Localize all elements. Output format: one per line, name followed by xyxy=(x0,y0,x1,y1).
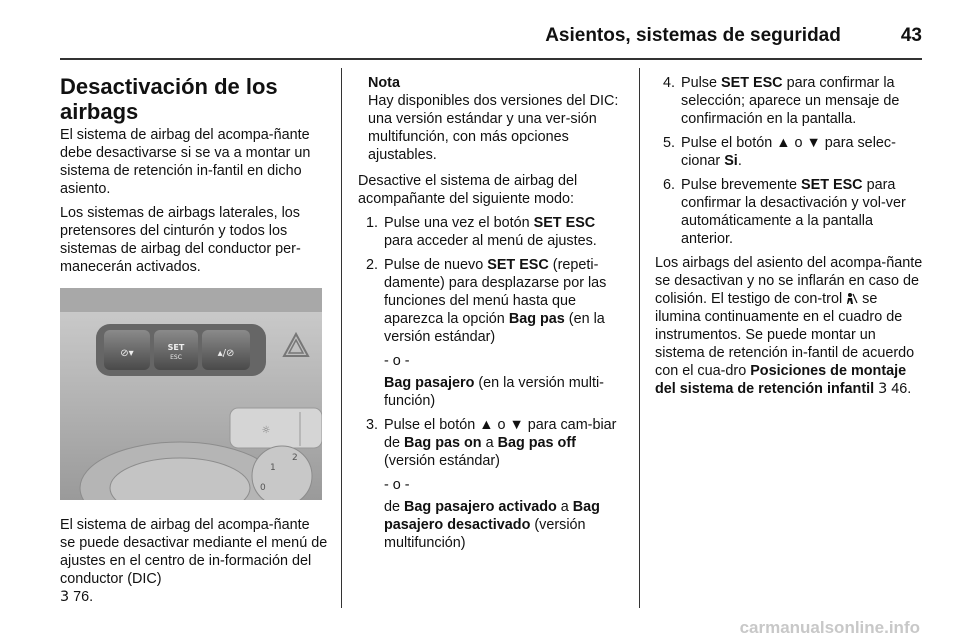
page-ref-icon: 3 xyxy=(60,589,70,605)
instructions-intro: Desactive el sistema de airbag del acompañante del siguiente modo: xyxy=(358,173,578,207)
note-title: Nota xyxy=(368,75,400,91)
page-ref-link[interactable]: 46. xyxy=(891,381,912,397)
svg-text:2: 2 xyxy=(292,453,298,463)
page-number: 43 xyxy=(900,25,922,46)
steps-list-continued xyxy=(655,74,925,248)
photo-caption: El sistema de airbag del acompa-ñante se puede desactivar mediante el menú de ajustes en el centro de in-formación del conductor (DIC) 3 76. xyxy=(60,517,328,605)
column-2 xyxy=(358,74,624,558)
header-title: Asientos, sistemas de seguridad xyxy=(545,25,841,46)
step-2: 2. Pulse de nuevo SET ESC (repeti-damente) para desplazarse por las funciones del menú hasta que aparezca la opción Bag pas (en la versión estándar) - o - Bag pasajero (en la versión multi-función) xyxy=(358,256,624,410)
svg-text:⊘▾: ⊘▾ xyxy=(120,348,134,359)
column-divider-1 xyxy=(341,68,342,608)
step-4: 4. Pulse SET ESC para confirmar la selección; aparece un mensaje de confirmación en la pantalla. xyxy=(663,75,900,127)
steps-list xyxy=(358,214,624,552)
step-3: 3. Pulse el botón ▲ o ▼ para cam-biar de Bag pas on a Bag pas off (versión estándar) - o - de Bag pasajero activado a Bag pasajero desactivado (versión multifunción) xyxy=(358,416,624,552)
svg-text:SET: SET xyxy=(167,343,185,352)
page-ref-link[interactable]: 76. xyxy=(73,589,94,605)
column-divider-2 xyxy=(639,68,640,608)
header-rule xyxy=(60,58,922,60)
alternative-separator: - o - xyxy=(384,353,410,369)
note-box xyxy=(368,74,624,164)
result-paragraph: Los airbags del asiento del acompa-ñante se desactivan y no se inflarán en caso de colisión. El testigo de con-trol se ilumina continuamente en el cuadro de instrumentos. Se puede montar un sistema de retención in-fantil de acuerdo con el cua-dro Posiciones de montaje del sistema de retención infantil 3 46. xyxy=(655,255,923,397)
svg-text:☼: ☼ xyxy=(261,425,271,436)
step-1: 1. Pulse una vez el botón SET ESC para acceder al menú de ajustes. xyxy=(366,215,597,249)
svg-text:0: 0 xyxy=(260,483,266,493)
step-6: 6. Pulse brevemente SET ESC para confirmar la desactivación y vol-ver automáticamente a la pantalla anterior. xyxy=(663,177,906,247)
svg-text:ESC: ESC xyxy=(170,354,182,361)
airbag-off-icon xyxy=(846,292,858,305)
step-5: 5. Pulse el botón ▲ o ▼ para selec-cionar Si. xyxy=(663,135,896,169)
svg-text:1: 1 xyxy=(270,463,276,473)
page-header xyxy=(60,16,922,56)
dashboard-illustration xyxy=(60,288,322,500)
alternative-separator: - o - xyxy=(384,477,410,493)
note-text: Hay disponibles dos versiones del DIC: una versión estándar y una ver-sión multifunción, con más opciones ajustables. xyxy=(368,93,619,163)
dashboard-photo xyxy=(60,288,322,500)
column-1 xyxy=(60,74,328,612)
paragraph-2: Los sistemas de airbags laterales, los pretensores del cinturón y todos los sistemas de airbag del conductor per-manecerán activados. xyxy=(60,205,301,275)
svg-text:▴/⊘: ▴/⊘ xyxy=(217,348,235,359)
watermark-footer: carmanualsonline.info xyxy=(739,618,920,637)
crossref-link[interactable]: Posiciones de montaje del sistema de retención infantil xyxy=(655,363,907,397)
page-ref-icon: 3 xyxy=(878,381,888,397)
column-3 xyxy=(655,74,925,404)
section-heading: Desactivación de los airbags xyxy=(60,74,278,124)
paragraph-1: El sistema de airbag del acompa-ñante debe desactivarse si se va a montar un sistema de retención in-fantil en dicho asiento. xyxy=(60,127,311,197)
